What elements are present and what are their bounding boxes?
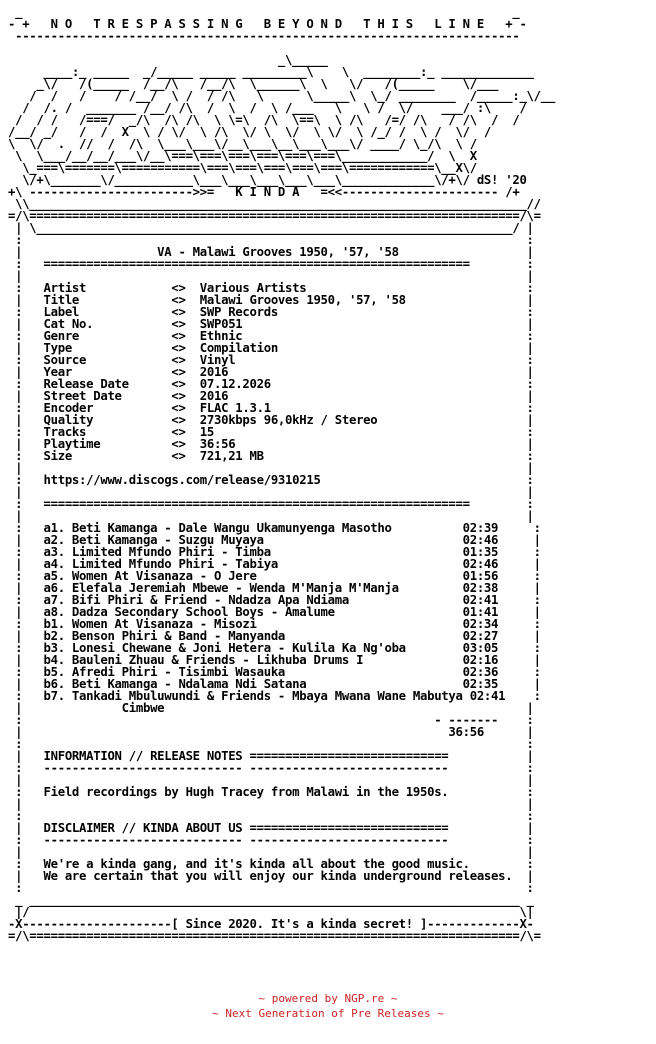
nfo-line: +\ ----------------------->>= K I N D A =<<---------------------- /+ bbox=[8, 185, 520, 199]
nfo-line: | Cimbwe | bbox=[8, 701, 534, 715]
nfo-line: \_===\=======\===========\===\===\===\===\===\============\__X\/ bbox=[8, 161, 477, 175]
nfo-line: \ \/ . // / /\ \___\___\/__\___\__\___\___\/ ____/ \_/\ \ / bbox=[8, 137, 477, 151]
nfo-line: | | bbox=[8, 797, 534, 811]
nfo-line: | INFORMATION // RELEASE NOTES ============================ | bbox=[8, 749, 534, 763]
nfo-line: : : bbox=[8, 737, 534, 751]
nfo-line: | a4. Limited Mfundo Phiri - Tabiya 02:46 | bbox=[8, 557, 541, 571]
nfo-line: | Type <> Compilation | bbox=[8, 341, 534, 355]
nfo-line: / / / / /__/ \ / / /\ \ \_____\ \_/ ________ /_____:_\/__ bbox=[8, 89, 555, 103]
nfo-line: \/+\_______\/___________\___\___\___\___\___\_____________\/+\/ dS! '20 bbox=[8, 173, 527, 187]
nfo-line: | a2. Beti Kamanga - Suzgu Muyaya 02:46 | bbox=[8, 533, 541, 547]
nfo-line: | Year <> 2016 | bbox=[8, 365, 534, 379]
nfo-line: | b2. Benson Phiri & Band - Manyanda 02:27 | bbox=[8, 629, 541, 643]
nfo-line: | a8. Dadza Secondary School Boys - Amalume 01:41 | bbox=[8, 605, 541, 619]
nfo-line: : a5. Women At Visanaza - O Jere 01:56 : bbox=[8, 569, 541, 583]
footer-powered-by[interactable]: ~ powered by NGP.re ~ bbox=[258, 992, 398, 1005]
nfo-line: : a7. Bifi Phiri & Friend - Ndadza Apa Ndiama 02:41 : bbox=[8, 593, 541, 607]
nfo-line: | | bbox=[8, 269, 534, 283]
nfo-line: | Playtime <> 36:56 | bbox=[8, 437, 534, 451]
nfo-line: | Quality <> 2730kbps 96,0kHz / Stereo | bbox=[8, 413, 534, 427]
nfo-line: : b1. Women At Visanaza - Misozi 02:34 : bbox=[8, 617, 541, 631]
nfo-line: : b3. Lonesi Chewane & Joni Hetera - Kulila Ka Ng'oba 03:05 : bbox=[8, 641, 541, 655]
nfo-line: : https://www.discogs.com/release/9310215 : bbox=[8, 473, 534, 487]
nfo-line: : Size <> 721,21 MB : bbox=[8, 449, 534, 463]
nfo-line: : ============================================================ : bbox=[8, 497, 534, 511]
nfo-line: | | bbox=[8, 773, 534, 787]
nfo-line: | a6. Elefala Jeremiah Mbewe - Wenda M'Manja M'Manja 02:38 | bbox=[8, 581, 541, 595]
nfo-line: : a3. Limited Mfundo Phiri - Timba 01:35 : bbox=[8, 545, 541, 559]
nfo-line: : b5. Afredi Phiri - Tisimbi Wasauka 02:36 : bbox=[8, 665, 541, 679]
nfo-line: : : bbox=[8, 881, 534, 895]
nfo-line: : Label <> SWP Records : bbox=[8, 305, 534, 319]
nfo-line: | VA - Malawi Grooves 1950, '57, '58 | bbox=[8, 245, 534, 259]
nfo-line: _\_____ bbox=[8, 53, 328, 67]
nfo-line: | | bbox=[8, 509, 534, 523]
nfo-line: | Cat No. <> SWP051 | bbox=[8, 317, 534, 331]
nfo-line: _ _____________________________________________________________________ _ bbox=[8, 893, 534, 907]
nfo-line: : a1. Beti Kamanga - Dale Wangu Ukamunyenga Masotho 02:39 : bbox=[8, 521, 541, 535]
nfo-line: : Source <> Vinyl : bbox=[8, 353, 534, 367]
nfo-line: : : bbox=[8, 809, 534, 823]
nfo-line: | Title <> Malawi Grooves 1950, '57, '58 | bbox=[8, 293, 534, 307]
nfo-line: : - ------- : bbox=[8, 713, 534, 727]
nfo-line: | b4. Bauleni Zhuau & Friends - Likhuba Drums I 02:16 | bbox=[8, 653, 541, 667]
footer-tagline: ~ Next Generation of Pre Releases ~ bbox=[212, 1007, 444, 1020]
nfo-line: | | bbox=[8, 485, 534, 499]
nfo-line: _ _ bbox=[8, 5, 520, 19]
nfo-line: |/ \| bbox=[8, 905, 534, 919]
nfo-line: \ \___/__/__/___\/__\===\===\===\===\===\===\____________/ \ X bbox=[8, 149, 477, 163]
nfo-line: /__/ _/ / / X \ / \/ \ /\ \/ \ \/ \ \/ \ /_/ / \ / \/ / bbox=[8, 125, 492, 139]
nfo-line: : Artist <> Various Artists : bbox=[8, 281, 534, 295]
nfo-line: \\______________________________________________________________________// bbox=[8, 197, 541, 211]
nfo-line: : b7. Tankadi Mbuluwundi & Friends - Mbaya Mwana Wane Mabutya 02:41 : bbox=[8, 689, 541, 703]
nfo-line: : : bbox=[8, 233, 534, 247]
nfo-line: : Genre <> Ethnic : bbox=[8, 329, 534, 343]
nfo-line: | We are certain that you will enjoy our kinda underground releases. | bbox=[8, 869, 534, 883]
nfo-line: : Release Date <> 07.12.2026 : bbox=[8, 377, 534, 391]
nfo-line: : Tracks <> 15 : bbox=[8, 425, 534, 439]
nfo-line: / /. / _______ /__/ /\ / \ / \ /___ \ \ / \/ ___/ :\ / bbox=[8, 101, 527, 115]
nfo-line: : Field recordings by Hugh Tracey from Malawi in the 1950s. : bbox=[8, 785, 534, 799]
nfo-line: | b6. Beti Kamanga - Ndalama Ndi Satana 02:35 | bbox=[8, 677, 541, 691]
nfo-line: ____:_ _____ _/_____ _____ _________\ \ ________:_ _____________ bbox=[8, 65, 534, 79]
nfo-line: : ---------------------------- ---------------------------- : bbox=[8, 833, 534, 847]
nfo-line: : We're a kinda gang, and it's kinda all about the good music. : bbox=[8, 857, 534, 871]
nfo-line: | Street Date <> 2016 | bbox=[8, 389, 534, 403]
nfo-line: | | bbox=[8, 461, 534, 475]
nfo-line: -X---------------------[ Since 2020. It's a kinda secret! ]-------------X- bbox=[8, 917, 534, 931]
nfo-text-block bbox=[8, 6, 555, 942]
nfo-line: | | bbox=[8, 845, 534, 859]
nfo-line: - + N O T R E S P A S S I N G B E Y O N D T H I S L I N E + - bbox=[8, 17, 527, 31]
nfo-line: | 36:56 | bbox=[8, 725, 534, 739]
nfo-line: | DISCLAIMER // KINDA ABOUT US ============================ | bbox=[8, 821, 534, 835]
nfo-line: ----------------------------------------------------------------------- bbox=[8, 29, 520, 43]
nfo-line: / / / /===/ _/\ /\ /\ \ \=\ /\ \==\ \ /\ /=/ /\ / /\ / / bbox=[8, 113, 520, 127]
nfo-line: : ============================================================ : bbox=[8, 257, 534, 271]
nfo-line: =/\=====================================================================/\= bbox=[8, 929, 541, 943]
nfo-line: | \___________________________________________________________________/ | bbox=[8, 221, 534, 235]
nfo-line: : Encoder <> FLAC 1.3.1 : bbox=[8, 401, 534, 415]
nfo-line: =/\=====================================================================/\= bbox=[8, 209, 541, 223]
nfo-line: : ---------------------------- ---------------------------- : bbox=[8, 761, 534, 775]
nfo-line: _\/ /(_____ /__/\ /__/\ \______\ \ \/ /(_____ \/___ bbox=[8, 77, 499, 91]
